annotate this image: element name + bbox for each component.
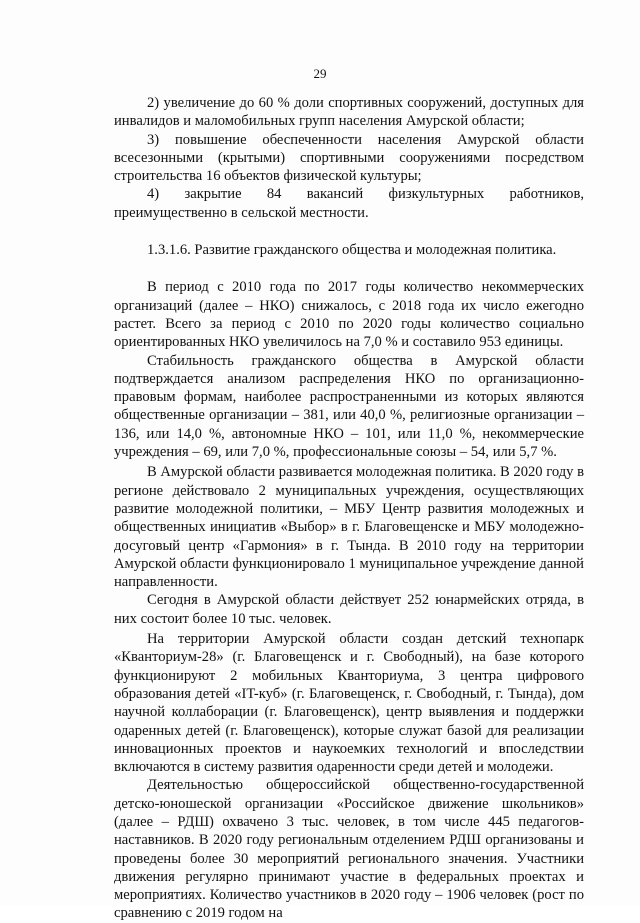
paragraph-kvantorium: На территории Амурской области создан детский технопарк «Кванториум-28» (г. Благовещенск и г. Свободный), на базе которого функционируют 2 мобильных Кванториума, 3 центра цифрового образования детей «IT-куб» (г. Благовещенск, г. Свободный, г. Тында), дом научной коллаборации (г. Благовещенск), центр выявления и поддержки одаренных детей (г. Благовещенск), которые служат базой для реализации инновационных проектов и наукоемких технологий и впоследствии включаются в систему развития одаренности среди детей и молодежи. (114, 631, 584, 776)
list-item-4: 4) закрытие 84 вакансий физкультурных работников, преимущественно в сельской местности. (114, 186, 584, 221)
list-item-3: 3) повышение обеспеченности населения Амурской области всесезонными (крытыми) спортивными сооружениями посредством строительства 16 объектов физической культуры; (114, 131, 584, 185)
paragraph-nko-count: В период с 2010 года по 2017 годы количество некоммерческих организаций (далее – НКО) снижалось, с 2018 года их число ежегодно растет. Всего за период с 2010 по 2020 годы количество социально ориентированных НКО увеличилось на 7,0 % и составило 953 единицы. (114, 279, 584, 351)
paragraph-yunarmiya: Сегодня в Амурской области действует 252 юнармейских отряда, в них состоит более 10 тыс. человек. (114, 592, 584, 627)
page-body (114, 94, 584, 923)
paragraph-youth-policy: В Амурской области развивается молодежная политика. В 2020 году в регионе действовало 2 муниципальных учреждения, осуществляющих развитие молодежной политики, – МБУ Центр развития молодежных и общественных инициатив «Выбор» в г. Благовещенске и МБУ молодежно-досуговый центр «Гармония» в г. Тында. В 2010 году на территории Амурской области функционировало 1 муниципальное учреждение данной направленности. (114, 464, 584, 591)
paragraph-rdsh: Деятельностью общероссийской общественно-государственной детско-юношеской организации «Российское движение школьников» (далее – РДШ) охвачено 3 тыс. человек, в том числе 445 педагогов-наставников. В 2020 году региональным отделением РДШ организованы и проведены более 30 мероприятий регионального значения. Участники движения регулярно принимают участие в федеральных проектах и мероприятиях. Количество участников в 2020 году – 1906 человек (рост по сравнению с 2019 годом на (114, 777, 584, 922)
page-number: 29 (313, 66, 327, 81)
section-heading: 1.3.1.6. Развитие гражданского общества и молодежная политика. (147, 242, 557, 259)
list-item-2: 2) увеличение до 60 % доли спортивных сооружений, доступных для инвалидов и маломобильных групп населения Амурской области; (114, 95, 584, 130)
paragraph-nko-forms: Стабильность гражданского общества в Амурской области подтверждается анализом распределения НКО по организационно-правовым формам, наиболее распространенными из которых являются общественные организации – 381, или 40,0 %, религиозные организации – 136, или 14,0 %, автономные НКО – 101, или 11,0 %, некоммерческие учреждения – 69, или 7,0 %, профессиональные союзы – 54, или 5,7 %. (114, 352, 584, 461)
